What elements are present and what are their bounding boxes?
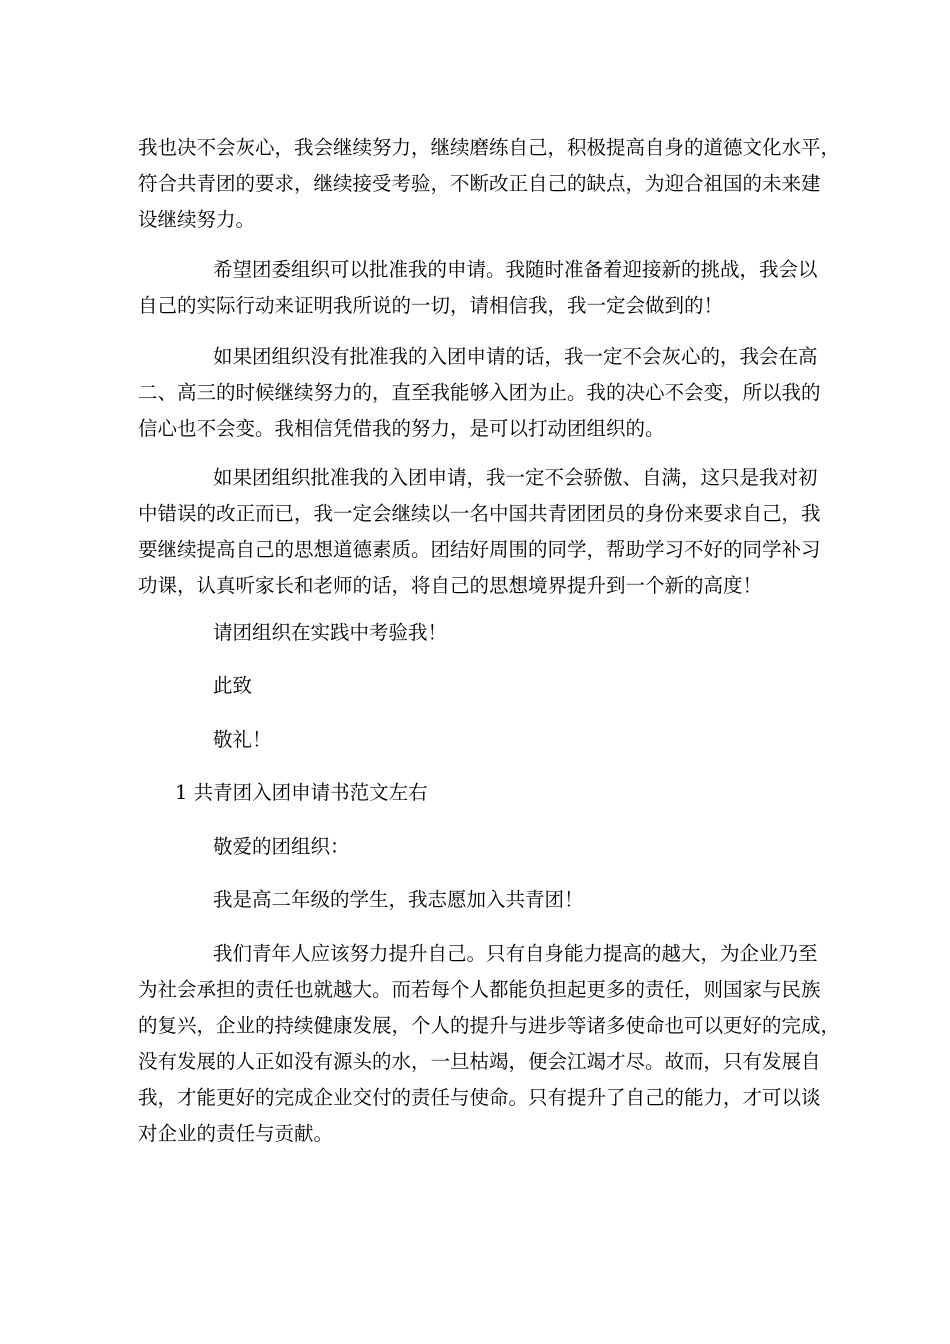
paragraph-line: 敬爱的团组织： bbox=[213, 835, 350, 858]
paragraph-if-approved bbox=[138, 460, 821, 604]
paragraph-line: 没有发展的人正如没有源头的水，一旦枯竭，便会江竭才尽。故而，只有发展自 bbox=[138, 1050, 821, 1073]
paragraph-line: 敬礼！ bbox=[213, 728, 272, 751]
paragraph-line: 如果团组织没有批准我的入团申请的话，我一定不会灰心的，我会在高 bbox=[213, 345, 818, 368]
paragraph-youth bbox=[138, 936, 841, 1152]
paragraph-line: 信心也不会变。我相信凭借我的努力，是可以打动团组织的。 bbox=[138, 417, 665, 440]
paragraph-line: 希望团委组织可以批准我的申请。我随时准备着迎接新的挑战，我会以 bbox=[213, 258, 818, 281]
paragraph-line: 此致 bbox=[213, 674, 253, 697]
paragraph-line: 中错误的改正而已，我一定会继续以一名中国共青团团员的身份来要求自己，我 bbox=[138, 502, 821, 525]
salutation bbox=[138, 829, 818, 865]
paragraph-line: 我们青年人应该努力提升自己。只有自身能力提高的越大，为企业乃至 bbox=[213, 942, 818, 965]
paragraph-line: 二、高三的时候继续努力的，直至我能够入团为止。我的决心不会变，所以我的 bbox=[138, 381, 821, 404]
paragraph-line: 如果团组织批准我的入团申请，我一定不会骄傲、自满，这只是我对初 bbox=[213, 466, 818, 489]
paragraph-intro bbox=[138, 882, 818, 918]
paragraph-line: 自己的实际行动来证明我所说的一切，请相信我，我一定会做到的！ bbox=[138, 294, 724, 317]
paragraph-line: 对企业的责任与贡献。 bbox=[138, 1122, 334, 1145]
paragraph-line: 要继续提高自己的思想道德素质。团结好周围的同学，帮助学习不好的同学补习 bbox=[138, 538, 821, 561]
paragraph-line: 设继续努力。 bbox=[138, 208, 256, 231]
closing-jingli bbox=[138, 722, 818, 758]
paragraph-line: 我，才能更好的完成企业交付的责任与使命。只有提升了自己的能力，才可以谈 bbox=[138, 1086, 821, 1109]
paragraph-line: 请团组织在实践中考验我！ bbox=[213, 621, 448, 644]
paragraph-hope bbox=[138, 252, 818, 324]
heading-line: 1 共青团入团申请书范文左右 bbox=[175, 781, 428, 804]
paragraph-line: 我也决不会灰心，我会继续努力，继续磨练自己，积极提高自身的道德文化水平， bbox=[138, 136, 841, 159]
paragraph-line: 为社会承担的责任也就越大。而若每个人都能负担起更多的责任，则国家与民族 bbox=[138, 978, 821, 1001]
paragraph-line: 符合共青团的要求，继续接受考验，不断改正自己的缺点，为迎合祖国的未来建 bbox=[138, 172, 821, 195]
paragraph-test-me bbox=[138, 615, 818, 651]
paragraph-line: 功课，认真听家长和老师的话，将自己的思想境界提升到一个新的高度！ bbox=[138, 574, 763, 597]
paragraph-line: 我是高二年级的学生，我志愿加入共青团！ bbox=[213, 888, 584, 911]
paragraph-if-rejected bbox=[138, 339, 821, 447]
section-heading bbox=[138, 775, 818, 811]
paragraph-line: 的复兴，企业的持续健康发展，个人的提升与进步等诸多使命也可以更好的完成， bbox=[138, 1014, 841, 1037]
paragraph-continuation bbox=[138, 130, 841, 238]
closing-cizhi bbox=[138, 668, 818, 704]
